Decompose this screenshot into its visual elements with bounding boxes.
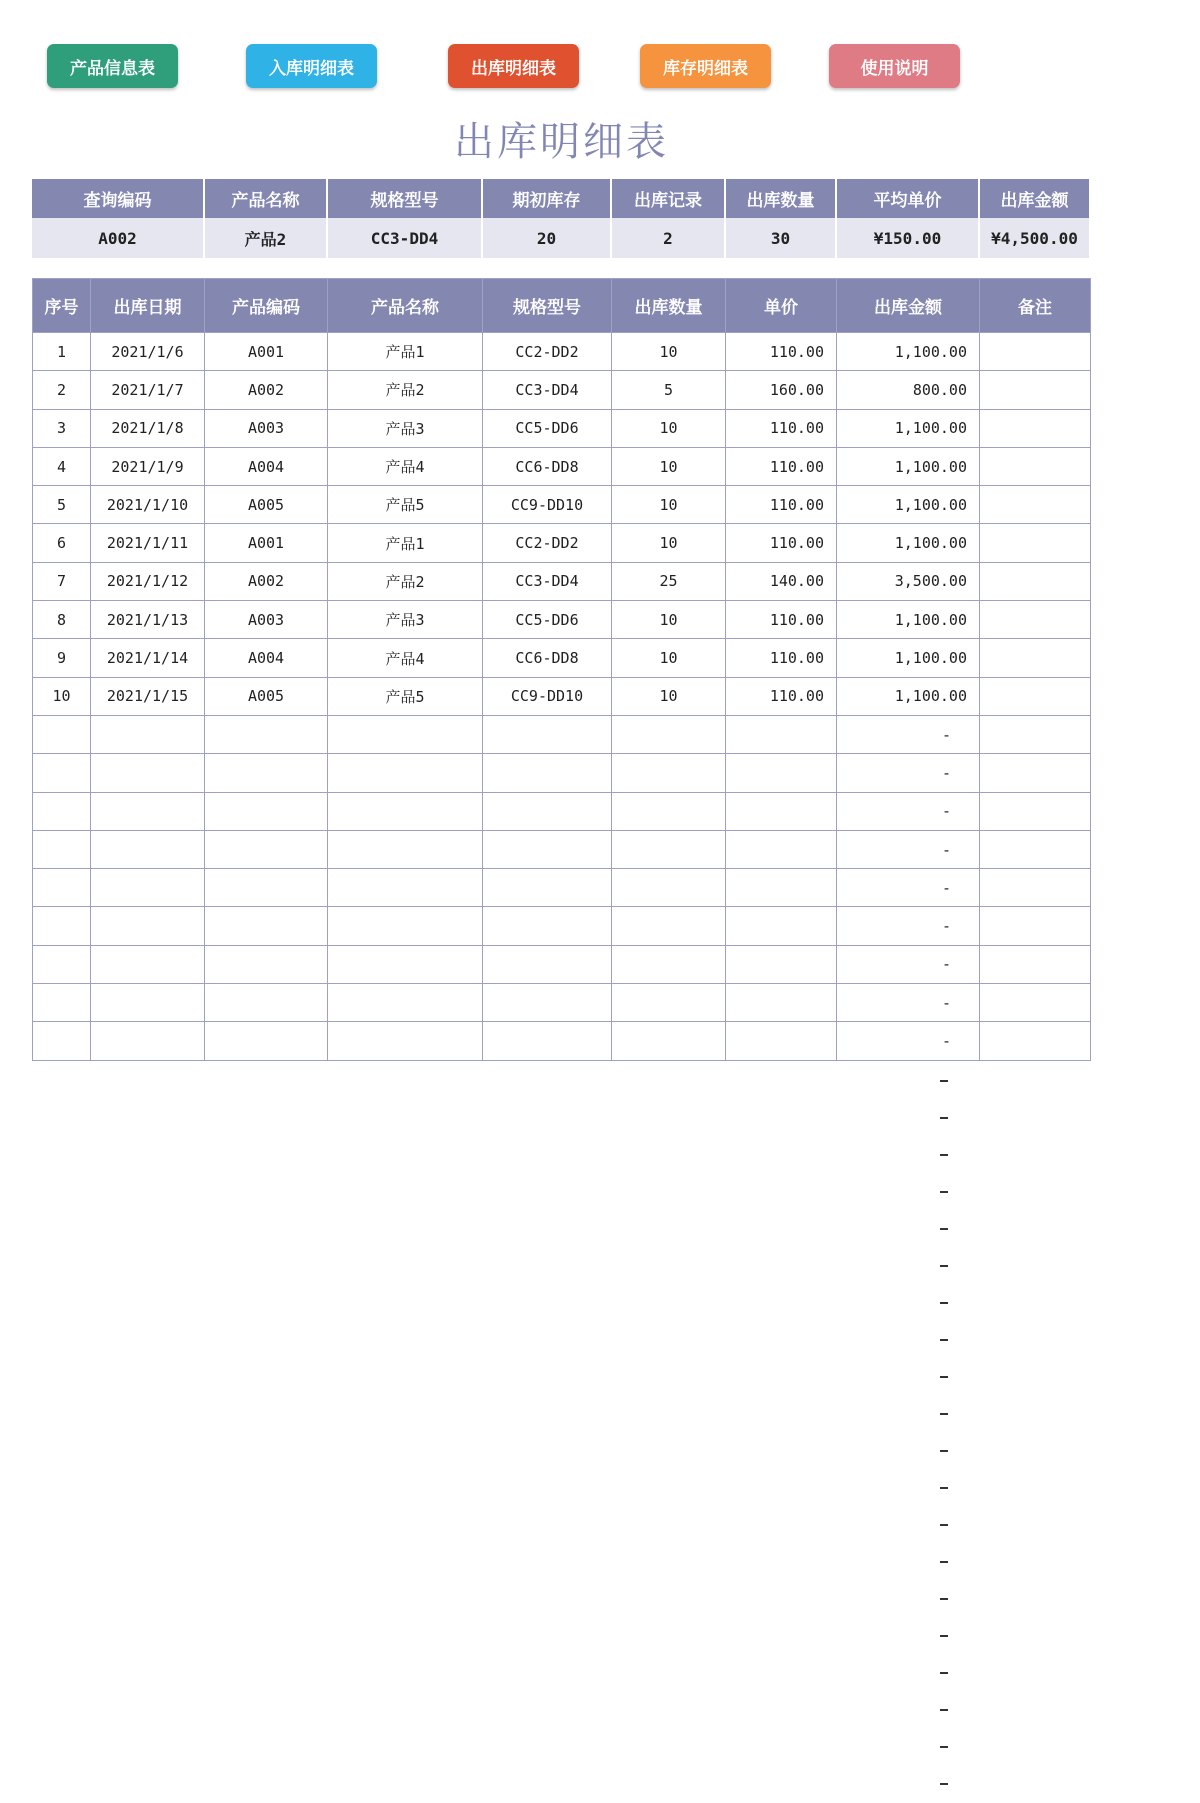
cell-product-code[interactable]: A005: [205, 677, 328, 715]
cell-spec-model[interactable]: CC3-DD4: [483, 562, 612, 600]
cell-product-name[interactable]: [328, 754, 483, 792]
cell-remarks[interactable]: [980, 945, 1091, 983]
cell-outbound-qty[interactable]: 10: [612, 409, 726, 447]
cell-outbound-date[interactable]: [91, 754, 205, 792]
cell-outbound-amount[interactable]: -: [837, 907, 980, 945]
cell-product-code[interactable]: [205, 754, 328, 792]
table-row: [33, 486, 1091, 524]
cell-remarks[interactable]: [980, 333, 1091, 371]
cell-unit-price[interactable]: [726, 792, 837, 830]
cell-outbound-date[interactable]: [91, 715, 205, 753]
summary-value-avg-unit-price: ¥150.00: [836, 218, 979, 258]
cell-outbound-amount[interactable]: -: [837, 1022, 980, 1060]
inventory-detail-sheet-button[interactable]: 库存明细表: [640, 44, 771, 88]
cell-remarks[interactable]: [980, 639, 1091, 677]
empty-table-row: [33, 907, 1091, 945]
summary-header-spec-model: 规格型号: [327, 179, 482, 218]
overflow-amount-dash: [940, 1635, 948, 1637]
cell-spec-model[interactable]: CC9-DD10: [483, 486, 612, 524]
cell-unit-price[interactable]: [726, 907, 837, 945]
cell-outbound-qty[interactable]: 25: [612, 562, 726, 600]
cell-product-name[interactable]: 产品2: [328, 562, 483, 600]
table-row: [33, 524, 1091, 562]
overflow-amount-dash: [940, 1783, 948, 1785]
cell-outbound-date[interactable]: 2021/1/7: [91, 371, 205, 409]
cell-product-code[interactable]: [205, 984, 328, 1022]
overflow-amount-dash: [940, 1339, 948, 1341]
cell-index[interactable]: 9: [33, 639, 91, 677]
overflow-amount-dash: [940, 1487, 948, 1489]
cell-outbound-date[interactable]: 2021/1/8: [91, 409, 205, 447]
cell-outbound-qty[interactable]: [612, 869, 726, 907]
cell-spec-model[interactable]: CC2-DD2: [483, 524, 612, 562]
cell-index[interactable]: [33, 907, 91, 945]
cell-outbound-amount[interactable]: 1,100.00: [837, 524, 980, 562]
cell-outbound-date[interactable]: 2021/1/9: [91, 447, 205, 485]
cell-spec-model[interactable]: CC9-DD10: [483, 677, 612, 715]
cell-outbound-qty[interactable]: 10: [612, 524, 726, 562]
cell-outbound-amount[interactable]: 1,100.00: [837, 639, 980, 677]
cell-spec-model[interactable]: CC5-DD6: [483, 601, 612, 639]
cell-remarks[interactable]: [980, 562, 1091, 600]
empty-table-row: [33, 1022, 1091, 1060]
query-summary-table: [32, 179, 1091, 258]
column-header-product-code: 产品编码: [205, 279, 328, 333]
cell-index[interactable]: 1: [33, 333, 91, 371]
cell-outbound-date[interactable]: 2021/1/6: [91, 333, 205, 371]
cell-outbound-date[interactable]: [91, 1022, 205, 1060]
cell-index[interactable]: [33, 715, 91, 753]
outbound-detail-sheet-button[interactable]: 出库明细表: [448, 44, 579, 88]
overflow-amount-dash: [940, 1302, 948, 1304]
cell-remarks[interactable]: [980, 409, 1091, 447]
empty-table-row: [33, 715, 1091, 753]
cell-unit-price[interactable]: 140.00: [726, 562, 837, 600]
cell-index[interactable]: 5: [33, 486, 91, 524]
cell-outbound-amount[interactable]: 1,100.00: [837, 409, 980, 447]
cell-product-name[interactable]: 产品1: [328, 524, 483, 562]
cell-remarks[interactable]: [980, 715, 1091, 753]
cell-remarks[interactable]: [980, 754, 1091, 792]
cell-outbound-amount[interactable]: -: [837, 754, 980, 792]
cell-outbound-amount[interactable]: -: [837, 792, 980, 830]
cell-spec-model[interactable]: [483, 907, 612, 945]
cell-index[interactable]: [33, 869, 91, 907]
table-row: [33, 677, 1091, 715]
cell-remarks[interactable]: [980, 830, 1091, 868]
cell-product-code[interactable]: [205, 907, 328, 945]
summary-value-outbound-records: 2: [611, 218, 725, 258]
table-row: [33, 562, 1091, 600]
cell-product-code[interactable]: [205, 869, 328, 907]
empty-table-row: [33, 945, 1091, 983]
product-info-sheet-button[interactable]: 产品信息表: [47, 44, 178, 88]
empty-table-row: [33, 830, 1091, 868]
overflow-amount-dash: [940, 1450, 948, 1452]
cell-spec-model[interactable]: [483, 945, 612, 983]
cell-product-name[interactable]: [328, 907, 483, 945]
overflow-amount-dash: [940, 1524, 948, 1526]
cell-spec-model[interactable]: [483, 1022, 612, 1060]
cell-unit-price[interactable]: 110.00: [726, 447, 837, 485]
column-header-outbound-amount: 出库金额: [837, 279, 980, 333]
cell-outbound-qty[interactable]: 5: [612, 371, 726, 409]
summary-value-spec-model: CC3-DD4: [327, 218, 482, 258]
summary-header-outbound-qty: 出库数量: [725, 179, 836, 218]
cell-outbound-qty[interactable]: 10: [612, 639, 726, 677]
empty-table-row: [33, 754, 1091, 792]
cell-outbound-qty[interactable]: [612, 1022, 726, 1060]
cell-outbound-amount[interactable]: -: [837, 984, 980, 1022]
cell-product-name[interactable]: [328, 792, 483, 830]
cell-product-code[interactable]: A005: [205, 486, 328, 524]
overflow-amount-dash: [940, 1413, 948, 1415]
cell-index[interactable]: 7: [33, 562, 91, 600]
cell-spec-model[interactable]: CC2-DD2: [483, 333, 612, 371]
column-header-outbound-qty: 出库数量: [612, 279, 726, 333]
cell-outbound-date[interactable]: [91, 907, 205, 945]
cell-outbound-amount[interactable]: 1,100.00: [837, 333, 980, 371]
cell-product-code[interactable]: [205, 830, 328, 868]
cell-index[interactable]: 6: [33, 524, 91, 562]
cell-product-name[interactable]: 产品2: [328, 371, 483, 409]
cell-product-name[interactable]: 产品4: [328, 447, 483, 485]
table-row: [33, 601, 1091, 639]
cell-unit-price[interactable]: 160.00: [726, 371, 837, 409]
cell-spec-model[interactable]: CC6-DD8: [483, 447, 612, 485]
cell-index[interactable]: [33, 830, 91, 868]
table-row: [33, 447, 1091, 485]
cell-outbound-amount[interactable]: -: [837, 869, 980, 907]
cell-outbound-date[interactable]: 2021/1/14: [91, 639, 205, 677]
cell-unit-price[interactable]: 110.00: [726, 409, 837, 447]
cell-unit-price[interactable]: 110.00: [726, 524, 837, 562]
cell-unit-price[interactable]: 110.00: [726, 601, 837, 639]
cell-product-name[interactable]: [328, 715, 483, 753]
cell-index[interactable]: 10: [33, 677, 91, 715]
cell-unit-price[interactable]: 110.00: [726, 486, 837, 524]
cell-product-code[interactable]: A003: [205, 601, 328, 639]
summary-header-outbound-amount: 出库金额: [979, 179, 1090, 218]
cell-product-code[interactable]: [205, 715, 328, 753]
cell-spec-model[interactable]: CC3-DD4: [483, 371, 612, 409]
outbound-detail-table: [32, 278, 1091, 1061]
overflow-amount-dash: [940, 1154, 948, 1156]
cell-remarks[interactable]: [980, 677, 1091, 715]
cell-outbound-date[interactable]: [91, 830, 205, 868]
cell-product-name[interactable]: 产品4: [328, 639, 483, 677]
column-header-remarks: 备注: [980, 279, 1091, 333]
cell-unit-price[interactable]: 110.00: [726, 639, 837, 677]
cell-outbound-qty[interactable]: 10: [612, 447, 726, 485]
cell-outbound-amount[interactable]: 800.00: [837, 371, 980, 409]
cell-outbound-amount[interactable]: -: [837, 945, 980, 983]
overflow-amount-dash: [940, 1265, 948, 1267]
cell-unit-price[interactable]: [726, 869, 837, 907]
cell-outbound-date[interactable]: [91, 869, 205, 907]
cell-outbound-amount[interactable]: 1,100.00: [837, 601, 980, 639]
cell-index[interactable]: [33, 754, 91, 792]
cell-remarks[interactable]: [980, 984, 1091, 1022]
cell-outbound-date[interactable]: [91, 792, 205, 830]
cell-outbound-qty[interactable]: 10: [612, 486, 726, 524]
cell-unit-price[interactable]: 110.00: [726, 677, 837, 715]
cell-outbound-date[interactable]: 2021/1/12: [91, 562, 205, 600]
table-row: [33, 409, 1091, 447]
summary-value-opening-stock: 20: [482, 218, 611, 258]
cell-remarks[interactable]: [980, 1022, 1091, 1060]
cell-remarks[interactable]: [980, 869, 1091, 907]
cell-outbound-date[interactable]: 2021/1/10: [91, 486, 205, 524]
cell-product-code[interactable]: A002: [205, 562, 328, 600]
cell-product-code[interactable]: A004: [205, 639, 328, 677]
cell-product-code[interactable]: [205, 1022, 328, 1060]
table-row: [33, 333, 1091, 371]
cell-product-code[interactable]: A002: [205, 371, 328, 409]
cell-unit-price[interactable]: [726, 715, 837, 753]
overflow-amount-dash: [940, 1191, 948, 1193]
cell-product-code[interactable]: [205, 945, 328, 983]
summary-value-product-name: 产品2: [204, 218, 327, 258]
cell-index[interactable]: [33, 1022, 91, 1060]
column-header-outbound-date: 出库日期: [91, 279, 205, 333]
cell-index[interactable]: [33, 792, 91, 830]
cell-product-name[interactable]: 产品3: [328, 601, 483, 639]
summary-header-opening-stock: 期初库存: [482, 179, 611, 218]
cell-outbound-qty[interactable]: 10: [612, 677, 726, 715]
cell-outbound-amount[interactable]: 1,100.00: [837, 486, 980, 524]
cell-remarks[interactable]: [980, 524, 1091, 562]
cell-product-name[interactable]: [328, 984, 483, 1022]
overflow-amount-dash: [940, 1117, 948, 1119]
cell-remarks[interactable]: [980, 371, 1091, 409]
cell-product-code[interactable]: A004: [205, 447, 328, 485]
cell-index[interactable]: [33, 984, 91, 1022]
overflow-amount-dash: [940, 1746, 948, 1748]
summary-header-product-name: 产品名称: [204, 179, 327, 218]
overflow-amount-dash: [940, 1561, 948, 1563]
cell-unit-price[interactable]: [726, 945, 837, 983]
column-header-unit-price: 单价: [726, 279, 837, 333]
cell-outbound-qty[interactable]: 10: [612, 601, 726, 639]
overflow-amount-dash: [940, 1672, 948, 1674]
cell-remarks[interactable]: [980, 486, 1091, 524]
cell-product-code[interactable]: [205, 792, 328, 830]
overflow-amount-dash: [940, 1228, 948, 1230]
table-row: [33, 371, 1091, 409]
summary-header-avg-unit-price: 平均单价: [836, 179, 979, 218]
cell-product-name[interactable]: [328, 945, 483, 983]
cell-remarks[interactable]: [980, 907, 1091, 945]
cell-remarks[interactable]: [980, 792, 1091, 830]
cell-outbound-qty[interactable]: [612, 754, 726, 792]
overflow-amount-dash: [940, 1080, 948, 1082]
overflow-amount-dash: [940, 1598, 948, 1600]
inbound-detail-sheet-button[interactable]: 入库明细表: [246, 44, 377, 88]
usage-instructions-button[interactable]: 使用说明: [829, 44, 960, 88]
empty-table-row: [33, 792, 1091, 830]
summary-value-outbound-amount: ¥4,500.00: [979, 218, 1090, 258]
summary-value-outbound-qty: 30: [725, 218, 836, 258]
cell-outbound-qty[interactable]: [612, 792, 726, 830]
overflow-amount-dash: [940, 1376, 948, 1378]
cell-outbound-qty[interactable]: [612, 830, 726, 868]
column-header-product-name: 产品名称: [328, 279, 483, 333]
cell-spec-model[interactable]: CC6-DD8: [483, 639, 612, 677]
cell-spec-model[interactable]: [483, 830, 612, 868]
cell-outbound-date[interactable]: [91, 984, 205, 1022]
cell-spec-model[interactable]: [483, 984, 612, 1022]
cell-outbound-qty[interactable]: 10: [612, 333, 726, 371]
summary-value-query-code[interactable]: A002: [32, 218, 204, 258]
cell-product-name[interactable]: [328, 1022, 483, 1060]
cell-product-name[interactable]: [328, 869, 483, 907]
cell-outbound-amount[interactable]: 3,500.00: [837, 562, 980, 600]
cell-product-code[interactable]: A003: [205, 409, 328, 447]
cell-spec-model[interactable]: [483, 715, 612, 753]
cell-index[interactable]: 3: [33, 409, 91, 447]
cell-index[interactable]: 2: [33, 371, 91, 409]
column-header-spec-model: 规格型号: [483, 279, 612, 333]
cell-product-name[interactable]: 产品1: [328, 333, 483, 371]
cell-spec-model[interactable]: CC5-DD6: [483, 409, 612, 447]
cell-outbound-date[interactable]: 2021/1/13: [91, 601, 205, 639]
cell-unit-price[interactable]: [726, 1022, 837, 1060]
empty-table-row: [33, 984, 1091, 1022]
cell-outbound-amount[interactable]: -: [837, 715, 980, 753]
table-row: [33, 639, 1091, 677]
cell-index[interactable]: 8: [33, 601, 91, 639]
cell-outbound-qty[interactable]: [612, 945, 726, 983]
cell-product-name[interactable]: [328, 830, 483, 868]
summary-header-outbound-records: 出库记录: [611, 179, 725, 218]
cell-spec-model[interactable]: [483, 792, 612, 830]
overflow-amount-dash: [940, 1709, 948, 1711]
cell-outbound-date[interactable]: 2021/1/11: [91, 524, 205, 562]
cell-outbound-date[interactable]: 2021/1/15: [91, 677, 205, 715]
cell-product-code[interactable]: A001: [205, 333, 328, 371]
cell-index[interactable]: [33, 945, 91, 983]
cell-outbound-amount[interactable]: -: [837, 830, 980, 868]
cell-outbound-date[interactable]: [91, 945, 205, 983]
cell-product-name[interactable]: 产品3: [328, 409, 483, 447]
cell-unit-price[interactable]: 110.00: [726, 333, 837, 371]
cell-product-name[interactable]: 产品5: [328, 486, 483, 524]
cell-product-code[interactable]: A001: [205, 524, 328, 562]
cell-outbound-qty[interactable]: [612, 907, 726, 945]
page-title: 出库明细表: [454, 119, 669, 165]
cell-unit-price[interactable]: [726, 984, 837, 1022]
cell-remarks[interactable]: [980, 447, 1091, 485]
empty-table-row: [33, 869, 1091, 907]
cell-outbound-amount[interactable]: 1,100.00: [837, 447, 980, 485]
cell-spec-model[interactable]: [483, 869, 612, 907]
cell-unit-price[interactable]: [726, 754, 837, 792]
cell-product-name[interactable]: 产品5: [328, 677, 483, 715]
cell-outbound-amount[interactable]: 1,100.00: [837, 677, 980, 715]
column-header-index: 序号: [33, 279, 91, 333]
cell-index[interactable]: 4: [33, 447, 91, 485]
cell-remarks[interactable]: [980, 601, 1091, 639]
cell-unit-price[interactable]: [726, 830, 837, 868]
cell-outbound-qty[interactable]: [612, 715, 726, 753]
cell-spec-model[interactable]: [483, 754, 612, 792]
cell-outbound-qty[interactable]: [612, 984, 726, 1022]
summary-header-query-code: 查询编码: [32, 179, 204, 218]
